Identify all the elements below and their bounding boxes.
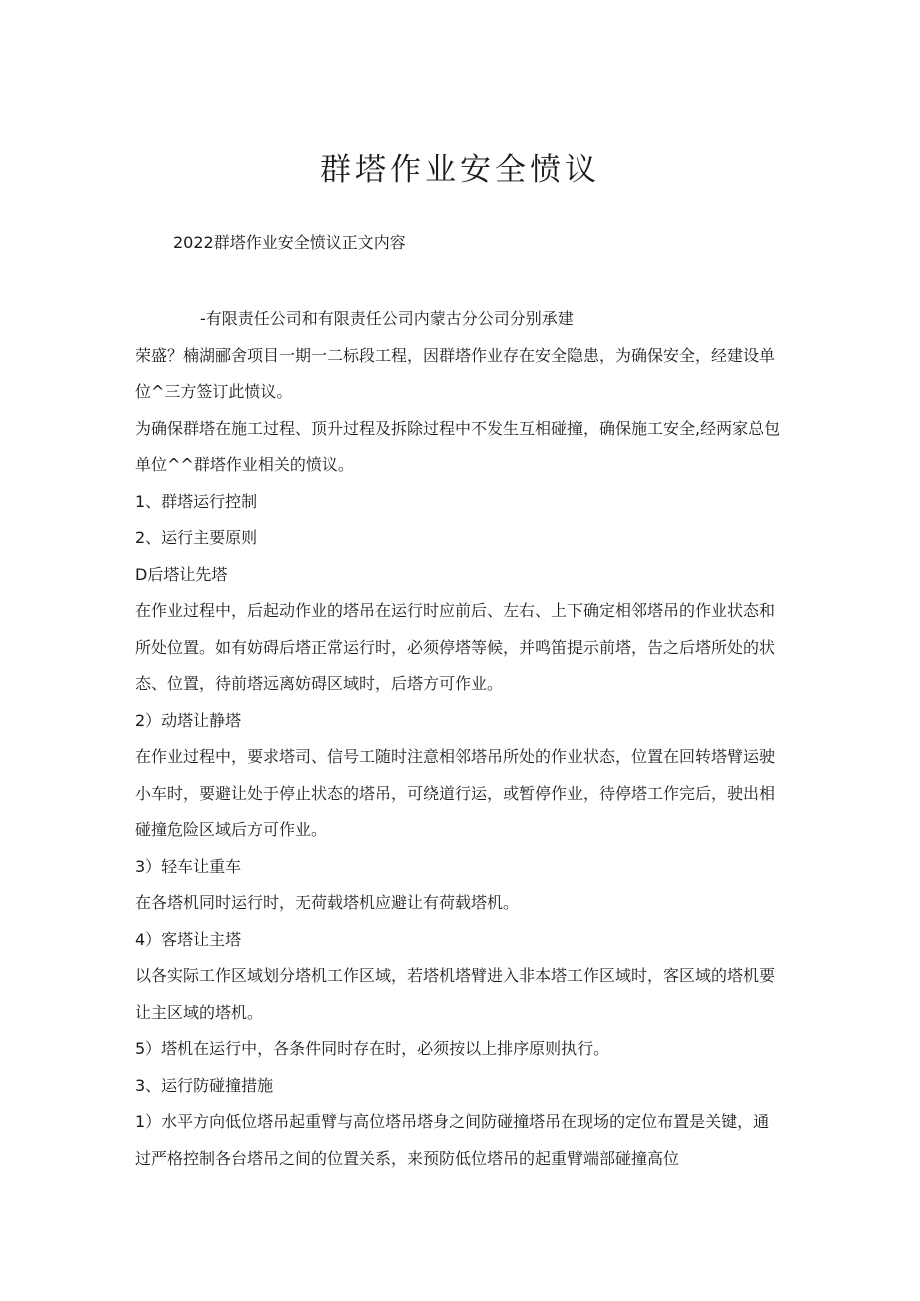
heading-rule-1: D后塔让先塔 — [135, 564, 228, 584]
heading-rule-4: 4）客塔让主塔 — [135, 929, 242, 949]
paragraph-project-intro: 荣盛？楠湖郦舍项目一期一二标段工程，因群塔作业存在安全隐患，为确保安全，经建设单位^三方签订此愤议。 — [135, 345, 776, 401]
paragraph-purpose: 为确保群塔在施工过程、顶升过程及拆除过程中不发生互相碰撞，确保施工安全,经两家总包单位^^群塔作业相关的愤议。 — [135, 418, 781, 474]
paragraph-rule-3: 在各塔机同时运行时，无荷载塔机应避让有荷载塔机。 — [135, 893, 520, 912]
paragraph-rule-1: 在作业过程中，后起动作业的塔吊在运行时应前后、左右、上下确定相邻塔吊的作业状态和所处位置。如有妨碍后塔正常运行时，必须停塔等候，并鸣笛提示前塔，告之后塔所处的状态、位置，待前塔远离妨碍区域时，后塔方可作业。 — [135, 601, 776, 693]
paragraph-rule-5: 5）塔机在运行中，各条件同时存在时，必须按以上排序原则执行。 — [135, 1039, 610, 1058]
heading-rule-2: 2）动塔让静塔 — [135, 710, 242, 730]
heading-rule-3: 3）轻车让重车 — [135, 856, 242, 876]
heading-group-tower-control: 1、群塔运行控制 — [135, 491, 258, 511]
paragraph-rule-4: 以各实际工作区域划分塔机工作区域，若塔机塔臂进入非本塔工作区域时，客区域的塔机要让主区域的塔机。 — [135, 966, 776, 1022]
document-body — [135, 301, 785, 1177]
document-subtitle: 2022群塔作业安全愤议正文内容 — [173, 233, 406, 252]
paragraph-rule-2: 在作业过程中，要求塔司、信号工随时注意相邻塔吊所处的作业状态，位置在回转塔臂运驶小车时，要避让处于停止状态的塔吊，可绕道行运，或暂停作业，待停塔工作完后，驶出相碰撞危险区域后方可作业。 — [135, 747, 776, 839]
document-title: 群塔作业安全愤议 — [320, 152, 600, 188]
paragraph-anti-collision-1: 1）水平方向低位塔吊起重臂与高位塔吊塔身之间防碰撞塔吊在现场的定位布置是关键，通过严格控制各台塔吊之间的位置关系，来预防低位塔吊的起重臂端部碰撞高位 — [135, 1112, 770, 1168]
heading-main-principles: 2、运行主要原则 — [135, 528, 258, 547]
paragraph-contractors: -有限责任公司和有限责任公司内蒙古分公司分别承建 — [200, 309, 574, 328]
heading-anti-collision: 3、运行防碰撞措施 — [135, 1075, 274, 1095]
